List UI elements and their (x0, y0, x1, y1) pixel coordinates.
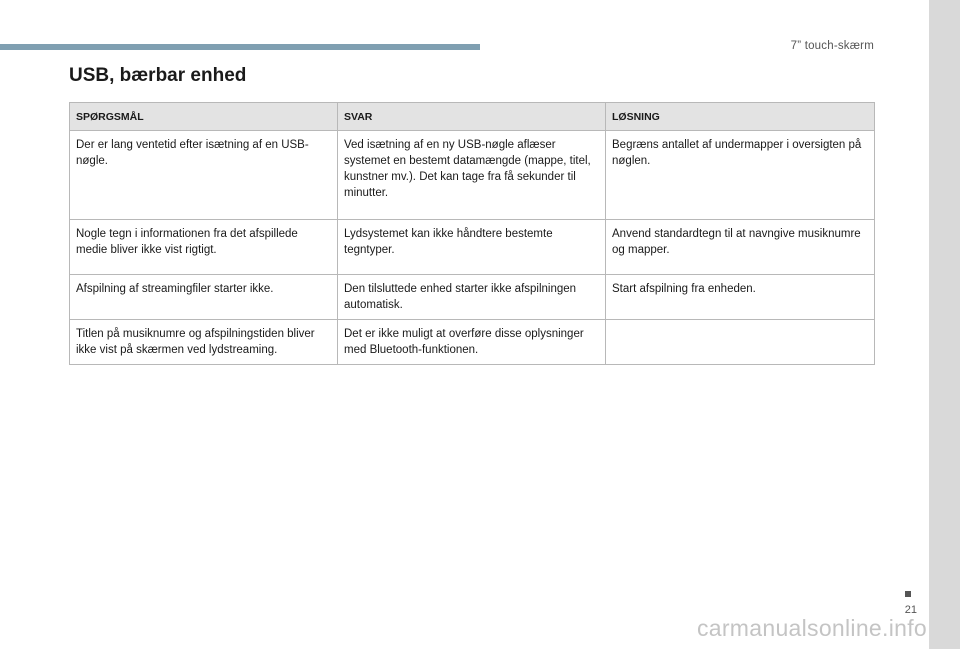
table-row (70, 220, 875, 275)
top-rule (0, 44, 480, 50)
column-header-solution: LØSNING (606, 103, 875, 131)
question-cell: Afspilning af streamingfiler starter ikke. (70, 275, 338, 320)
table-header-row (70, 103, 875, 131)
answer-cell: Ved isætning af en ny USB-nøgle aflæser systemet en bestemt datamængde (mappe, titel, kunstner mv.). Det kan tage fra få sekunder til minutter. (338, 131, 606, 220)
table-row (70, 131, 875, 220)
watermark: carmanualsonline.info (696, 615, 927, 641)
faq-table (69, 102, 875, 365)
solution-cell: Begræns antallet af undermapper i oversigten på nøglen. (606, 131, 875, 220)
section-header: 7” touch-skærm (790, 40, 874, 52)
page-edge-sidebar (929, 0, 960, 649)
column-header-question: SPØRGSMÅL (70, 103, 338, 131)
page-marker (905, 591, 911, 597)
table-row (70, 320, 875, 365)
question-cell: Der er lang ventetid efter isætning af en USB-nøgle. (70, 131, 338, 220)
answer-cell: Lydsystemet kan ikke håndtere bestemte tegntyper. (338, 220, 606, 275)
solution-cell (606, 320, 875, 365)
answer-cell: Den tilsluttede enhed starter ikke afspilningen automatisk. (338, 275, 606, 320)
question-cell: Titlen på musiknumre og afspilningstiden bliver ikke vist på skærmen ved lydstreaming. (70, 320, 338, 365)
column-header-answer: SVAR (338, 103, 606, 131)
solution-cell: Start afspilning fra enheden. (606, 275, 875, 320)
table-row (70, 275, 875, 320)
page-number: 21 (904, 604, 917, 616)
solution-cell: Anvend standardtegn til at navngive musiknumre og mapper. (606, 220, 875, 275)
answer-cell: Det er ikke muligt at overføre disse oplysninger med Bluetooth-funktionen. (338, 320, 606, 365)
question-cell: Nogle tegn i informationen fra det afspillede medie bliver ikke vist rigtigt. (70, 220, 338, 275)
page-title: USB, bærbar enhed (69, 65, 247, 86)
